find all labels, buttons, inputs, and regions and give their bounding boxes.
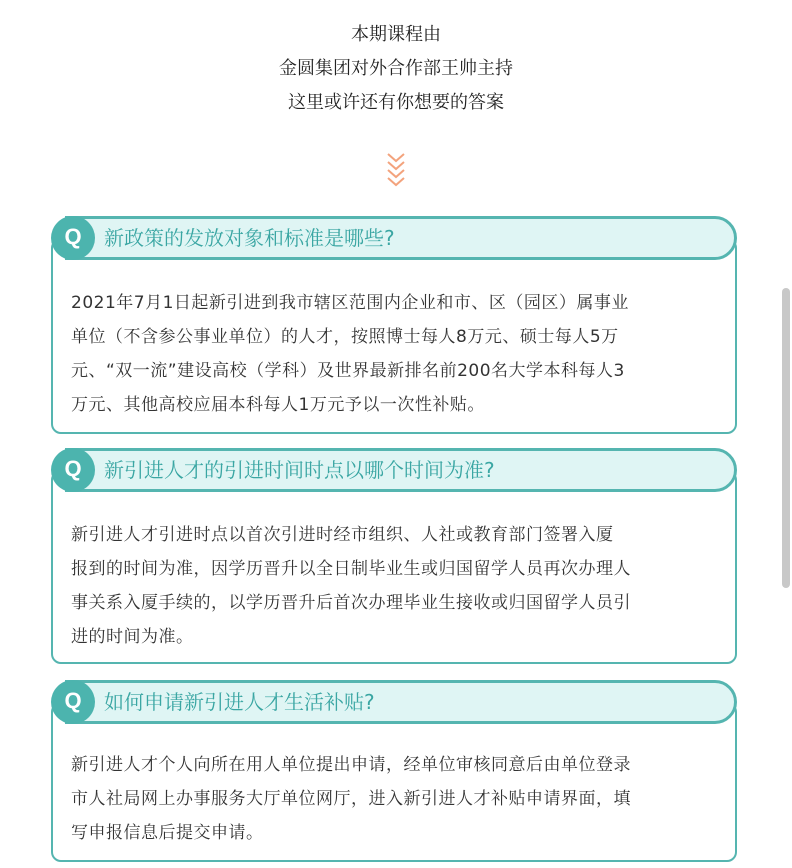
q-badge-icon: Q <box>51 448 95 492</box>
answer-line: 万元、其他高校应届本科每人1万元予以一次性补贴。 <box>71 395 485 415</box>
intro-line-2: 金圆集团对外合作部王帅主持 <box>279 58 513 79</box>
answer-line: 元、“双一流”建设高校（学科）及世界最新排名前200名大学本科每人3 <box>71 361 625 381</box>
scrollbar[interactable] <box>782 288 790 588</box>
question-title: 如何申请新引进人才生活补贴? <box>104 690 375 714</box>
qa-card-2 <box>51 448 737 664</box>
question-bar <box>65 680 737 724</box>
answer-line: 写申报信息后提交申请。 <box>71 823 264 843</box>
question-title: 新政策的发放对象和标准是哪些? <box>104 226 395 250</box>
answer-line: 新引进人才引进时点以首次引进时经市组织、人社或教育部门签署入厦 <box>71 525 614 545</box>
answer-box <box>51 702 737 862</box>
chevron-down-icon <box>384 150 408 190</box>
answer-line: 事关系入厦手续的，以学历晋升后首次办理毕业生接收或归国留学人员引 <box>71 593 631 613</box>
intro-line-1: 本期课程由 <box>351 24 441 45</box>
intro-text <box>0 18 792 120</box>
answer-line: 2021年7月1日起新引进到我市辖区范围内企业和市、区（园区）属事业 <box>71 293 629 313</box>
answer-line: 新引进人才个人向所在用人单位提出申请，经单位审核同意后由单位登录 <box>71 755 631 775</box>
qa-card-3 <box>51 680 737 862</box>
answer-line: 进的时间为准。 <box>71 627 194 647</box>
answer-box <box>51 470 737 664</box>
answer-line: 市人社局网上办事服务大厅单位网厅，进入新引进人才补贴申请界面，填 <box>71 789 631 809</box>
question-title: 新引进人才的引进时间时点以哪个时间为准? <box>104 458 495 482</box>
qa-card-1 <box>51 216 737 434</box>
answer-line: 单位（不含参公事业单位）的人才，按照博士每人8万元、硕士每人5万 <box>71 327 619 347</box>
answer-box <box>51 238 737 434</box>
question-bar <box>65 448 737 492</box>
answer-line: 报到的时间为准，因学历晋升以全日制毕业生或归国留学人员再次办理人 <box>71 559 631 579</box>
intro-line-3: 这里或许还有你想要的答案 <box>288 92 504 113</box>
question-bar <box>65 216 737 260</box>
q-badge-icon: Q <box>51 216 95 260</box>
q-badge-icon: Q <box>51 680 95 724</box>
